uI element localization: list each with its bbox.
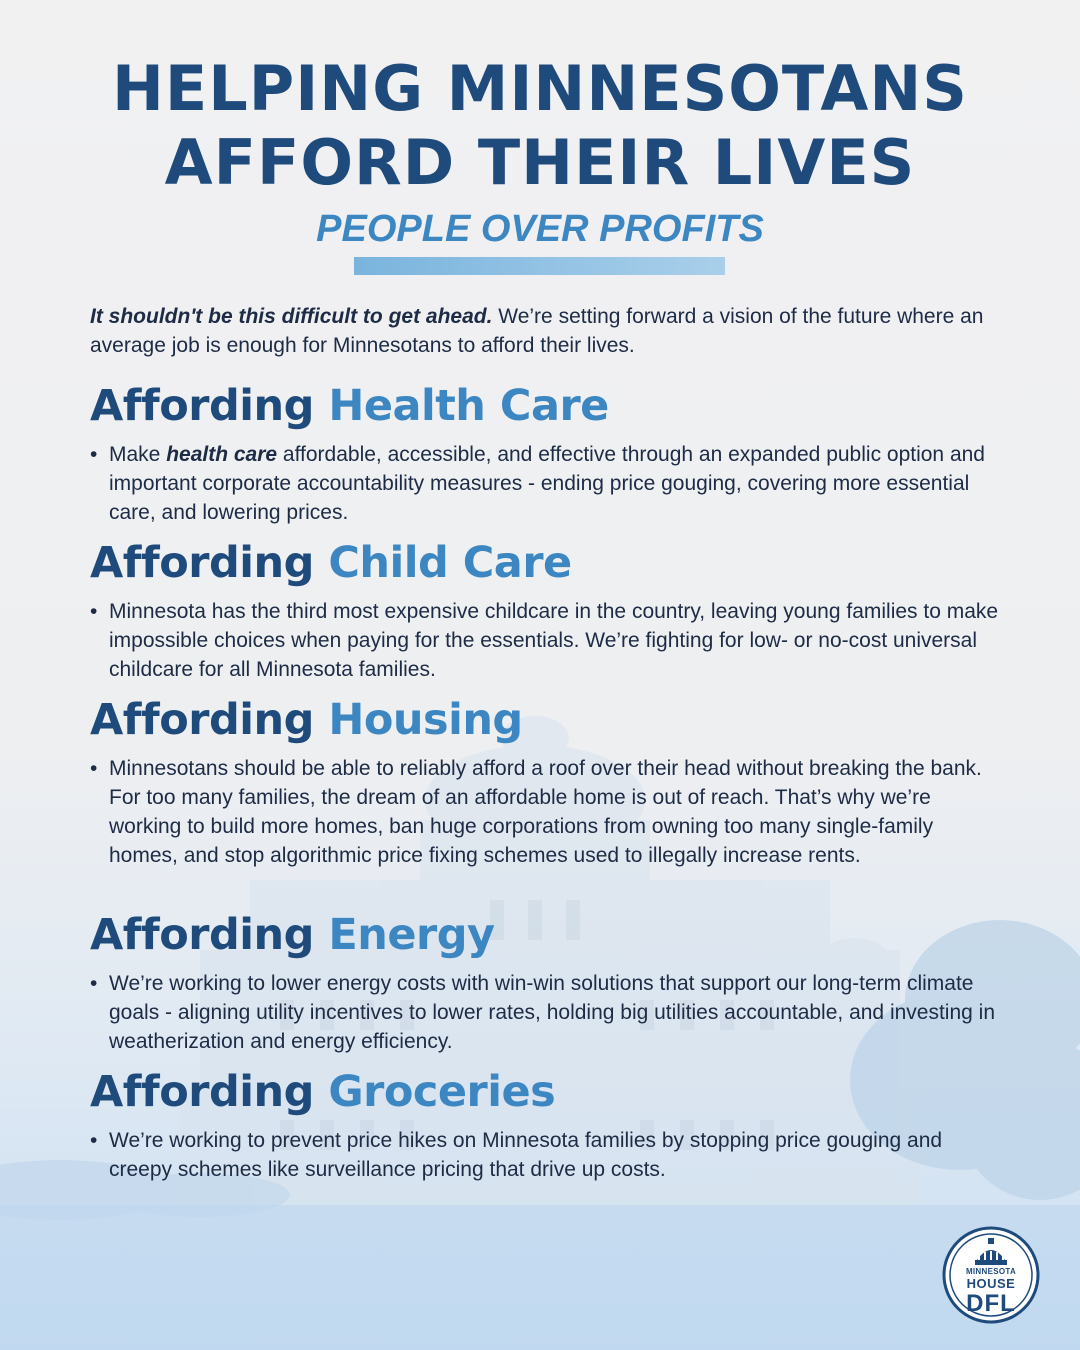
bullet-list <box>90 440 1000 527</box>
section-heading-topic: Child Care <box>328 538 572 588</box>
section-housing <box>90 694 1000 870</box>
title-line-1: HELPING MINNESOTANS <box>112 52 968 125</box>
logo-text-dfl: DFL <box>966 1290 1016 1317</box>
page-title <box>0 52 1080 200</box>
bullet-item: • Minnesota has the third most expensive childcare in the country, leaving young families to make impossible choices when paying for the essentials. We’re fighting for low- or no-cost universal childcare for all Minnesota families. <box>90 597 1000 684</box>
bullet-item: • We’re working to prevent price hikes on Minnesota families by stopping price gouging and creepy schemes like surveillance pricing that drive up costs. <box>90 1126 1000 1184</box>
intro-lead: It shouldn't be this difficult to get ahead. <box>90 305 493 328</box>
intro-paragraph <box>90 302 990 360</box>
section-heading <box>90 380 1000 432</box>
section-heading-topic: Groceries <box>328 1067 556 1117</box>
section-heading-topic: Energy <box>328 910 495 960</box>
section-heading-prefix: Affording <box>90 1067 314 1117</box>
section-heading-topic: Housing <box>328 695 523 745</box>
bullet-list <box>90 1126 1000 1184</box>
section-heading-prefix: Affording <box>90 910 314 960</box>
bullet-text-pre: Make <box>109 443 167 466</box>
bullet-item: • Minnesotans should be able to reliably afford a roof over their head without breaking the bank. For too many families, the dream of an affordable home is out of reach. That’s why we’re working to build more homes, ban huge corporations from owning too many single-family homes, and stop algorithmic price fixing schemes used to illegally increase rents. <box>90 754 1000 870</box>
bullet-text-post: affordable, accessible, and effective through an expanded public option and important corporate accountability measures - ending price gouging, covering more essential care, and lowering prices. <box>109 443 985 524</box>
section-heading-prefix: Affording <box>90 538 314 588</box>
section-child-care <box>90 537 1000 684</box>
intro-body: We’re setting forward a vision of the future where an average job is enough for Minnesotans to afford their lives. <box>90 305 984 357</box>
section-energy <box>90 909 1000 1056</box>
logo-text-house: HOUSE <box>966 1276 1016 1291</box>
bullet-item: • We’re working to lower energy costs with win-win solutions that support our long-term climate goals - aligning utility incentives to lower rates, holding big utilities accountable, and investing in weatherization and energy efficiency. <box>90 969 1000 1056</box>
subtitle: PEOPLE OVER PROFITS <box>316 208 764 250</box>
section-groceries <box>90 1066 1000 1184</box>
section-heading <box>90 1066 1000 1118</box>
bullet-item <box>90 440 1000 527</box>
section-heading-topic: Health Care <box>328 381 609 431</box>
bullet-text-emphasis: health care <box>166 443 278 466</box>
minnesota-house-dfl-logo <box>942 1226 1040 1324</box>
section-heading <box>90 537 1000 589</box>
bullet-list <box>90 754 1000 870</box>
section-heading <box>90 909 1000 961</box>
section-heading-prefix: Affording <box>90 381 314 431</box>
bullet-list <box>90 969 1000 1056</box>
bullet-list <box>90 597 1000 684</box>
title-line-2: AFFORD THEIR LIVES <box>164 126 916 199</box>
subtitle-underline-bar <box>354 257 725 275</box>
section-heading <box>90 694 1000 746</box>
logo-text-minnesota: MINNESOTA <box>965 1267 1017 1276</box>
section-health-care <box>90 380 1000 527</box>
section-heading-prefix: Affording <box>90 695 314 745</box>
